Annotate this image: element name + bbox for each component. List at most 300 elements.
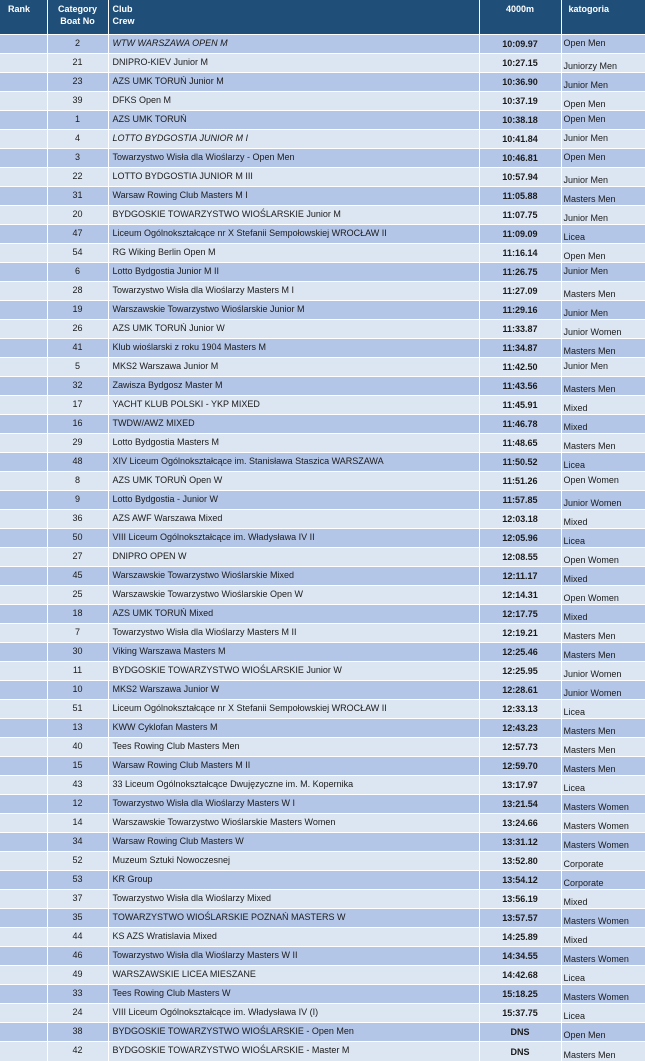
club-cell: Liceum Ogólnokształcące nr X Stefanii Sempołowskiej WROCŁAW II <box>108 700 479 719</box>
rank-cell <box>0 604 47 623</box>
kategoria-cell: Corporate <box>561 871 645 890</box>
boat-number-cell: 4 <box>47 129 108 148</box>
club-cell: Viking Warszawa Masters M <box>108 643 479 662</box>
header-club-line1: Club <box>112 4 133 14</box>
kategoria-cell: Mixed <box>561 414 645 433</box>
table-row <box>0 1004 645 1023</box>
club-cell: VIII Liceum Ogólnokształcące im. Władysława IV (I) <box>108 1004 479 1023</box>
boat-number-cell: 38 <box>47 1023 108 1042</box>
rank-cell <box>0 890 47 909</box>
club-cell: KWW Cyklofan Masters M <box>108 719 479 738</box>
time-cell: 12:33.13 <box>479 700 561 719</box>
time-cell: 15:18.25 <box>479 985 561 1004</box>
time-cell: 12:28.61 <box>479 681 561 700</box>
time-cell: 10:36.90 <box>479 72 561 91</box>
time-cell: 13:17.97 <box>479 776 561 795</box>
club-cell: Towarzystwo Wisła dla Wioślarzy Masters M II <box>108 623 479 642</box>
table-row <box>0 167 645 186</box>
table-header <box>0 0 645 34</box>
kategoria-cell: Masters Men <box>561 643 645 662</box>
kategoria-cell: Masters Men <box>561 433 645 452</box>
rank-cell <box>0 53 47 72</box>
table-row <box>0 91 645 110</box>
club-cell: Zawisza Bydgosz Master M <box>108 376 479 395</box>
kategoria-cell: Mixed <box>561 509 645 528</box>
kategoria-cell: Open Women <box>561 471 645 490</box>
club-cell: MKS2 Warszawa Junior M <box>108 357 479 376</box>
kategoria-cell: Licea <box>561 452 645 471</box>
club-cell: 33 Liceum Ogólnokształcące Dwujęzyczne im. M. Kopernika <box>108 776 479 795</box>
club-cell: Towarzystwo Wisła dla Wioślarzy - Open Men <box>108 148 479 167</box>
table-row <box>0 509 645 528</box>
kategoria-cell: Junior Men <box>561 262 645 281</box>
club-cell: Muzeum Sztuki Nowoczesnej <box>108 852 479 871</box>
rank-cell <box>0 91 47 110</box>
time-cell: 13:21.54 <box>479 795 561 814</box>
time-cell: 11:42.50 <box>479 357 561 376</box>
time-cell: 12:57.73 <box>479 738 561 757</box>
kategoria-cell: Open Men <box>561 243 645 262</box>
boat-number-cell: 47 <box>47 224 108 243</box>
time-cell: 12:25.95 <box>479 662 561 681</box>
time-cell: 13:57.57 <box>479 909 561 928</box>
time-cell: 10:38.18 <box>479 110 561 129</box>
rank-cell <box>0 148 47 167</box>
club-cell: Tees Rowing Club Masters W <box>108 985 479 1004</box>
club-cell: AZS UMK TORUŃ <box>108 110 479 129</box>
boat-number-cell: 45 <box>47 566 108 585</box>
time-cell: 12:14.31 <box>479 585 561 604</box>
time-cell: 11:34.87 <box>479 338 561 357</box>
kategoria-cell: Masters Women <box>561 947 645 966</box>
table-row <box>0 528 645 547</box>
time-cell: 11:51.26 <box>479 471 561 490</box>
rank-cell <box>0 852 47 871</box>
club-cell: AZS UMK TORUŃ Junior M <box>108 72 479 91</box>
rank-cell <box>0 452 47 471</box>
rank-cell <box>0 985 47 1004</box>
kategoria-cell: Open Women <box>561 547 645 566</box>
boat-number-cell: 20 <box>47 205 108 224</box>
rank-cell <box>0 776 47 795</box>
time-cell: 11:29.16 <box>479 300 561 319</box>
kategoria-cell: Junior Men <box>561 167 645 186</box>
kategoria-cell: Junior Men <box>561 357 645 376</box>
rank-cell <box>0 909 47 928</box>
table-row <box>0 490 645 509</box>
club-cell: AZS UMK TORUŃ Mixed <box>108 604 479 623</box>
time-cell: 14:34.55 <box>479 947 561 966</box>
table-row <box>0 757 645 776</box>
rank-cell <box>0 871 47 890</box>
time-cell: 10:46.81 <box>479 148 561 167</box>
time-cell: 10:09.97 <box>479 34 561 53</box>
boat-number-cell: 32 <box>47 376 108 395</box>
boat-number-cell: 14 <box>47 814 108 833</box>
table-row <box>0 604 645 623</box>
table-row <box>0 700 645 719</box>
club-cell: BYDGOSKIE TOWARZYSTWO WIOŚLARSKIE Junior W <box>108 662 479 681</box>
boat-number-cell: 31 <box>47 186 108 205</box>
time-cell: 13:56.19 <box>479 890 561 909</box>
rank-cell <box>0 357 47 376</box>
rank-cell <box>0 338 47 357</box>
time-cell: 13:54.12 <box>479 871 561 890</box>
kategoria-cell: Junior Women <box>561 319 645 338</box>
rank-cell <box>0 433 47 452</box>
rank-cell <box>0 281 47 300</box>
table-row <box>0 681 645 700</box>
table-row <box>0 928 645 947</box>
time-cell: 11:09.09 <box>479 224 561 243</box>
club-cell: BYDGOSKIE TOWARZYSTWO WIOŚLARSKIE Junior M <box>108 205 479 224</box>
club-cell: DNIPRO-KIEV Junior M <box>108 53 479 72</box>
time-cell: 11:27.09 <box>479 281 561 300</box>
club-cell: AZS UMK TORUŃ Open W <box>108 471 479 490</box>
time-cell: 12:43.23 <box>479 719 561 738</box>
boat-number-cell: 16 <box>47 414 108 433</box>
kategoria-cell: Licea <box>561 1004 645 1023</box>
table-row <box>0 357 645 376</box>
table-row <box>0 414 645 433</box>
rank-cell <box>0 566 47 585</box>
boat-number-cell: 30 <box>47 643 108 662</box>
time-cell: 11:07.75 <box>479 205 561 224</box>
table-row <box>0 452 645 471</box>
boat-number-cell: 53 <box>47 871 108 890</box>
kategoria-cell: Junior Women <box>561 490 645 509</box>
kategoria-cell: Licea <box>561 966 645 985</box>
time-cell: 11:50.52 <box>479 452 561 471</box>
kategoria-cell: Masters Women <box>561 814 645 833</box>
club-cell: TWDW/AWZ MIXED <box>108 414 479 433</box>
boat-number-cell: 13 <box>47 719 108 738</box>
rank-cell <box>0 947 47 966</box>
boat-number-cell: 11 <box>47 662 108 681</box>
rank-cell <box>0 928 47 947</box>
club-cell: AZS AWF Warszawa Mixed <box>108 509 479 528</box>
table-row <box>0 186 645 205</box>
kategoria-cell: Mixed <box>561 890 645 909</box>
boat-number-cell: 49 <box>47 966 108 985</box>
time-cell: 11:45.91 <box>479 395 561 414</box>
rank-cell <box>0 110 47 129</box>
time-cell: 11:33.87 <box>479 319 561 338</box>
boat-number-cell: 18 <box>47 604 108 623</box>
rank-cell <box>0 966 47 985</box>
kategoria-cell: Masters Men <box>561 757 645 776</box>
rank-cell <box>0 643 47 662</box>
table-row <box>0 262 645 281</box>
header-row <box>0 0 645 34</box>
boat-number-cell: 51 <box>47 700 108 719</box>
rank-cell <box>0 167 47 186</box>
kategoria-cell: Masters Men <box>561 281 645 300</box>
rank-cell <box>0 719 47 738</box>
rank-cell <box>0 186 47 205</box>
time-cell: 11:26.75 <box>479 262 561 281</box>
time-cell: 10:27.15 <box>479 53 561 72</box>
boat-number-cell: 10 <box>47 681 108 700</box>
rank-cell <box>0 585 47 604</box>
header-time: 4000m <box>479 0 561 34</box>
club-cell: Towarzystwo Wisła dla Wioślarzy Mixed <box>108 890 479 909</box>
table-row <box>0 319 645 338</box>
table-row <box>0 947 645 966</box>
boat-number-cell: 24 <box>47 1004 108 1023</box>
club-cell: Klub wioślarski z roku 1904 Masters M <box>108 338 479 357</box>
club-cell: RG Wiking Berlin Open M <box>108 243 479 262</box>
kategoria-cell: Mixed <box>561 604 645 623</box>
kategoria-cell: Mixed <box>561 566 645 585</box>
table-row <box>0 623 645 642</box>
header-category <box>47 0 108 34</box>
table-row <box>0 662 645 681</box>
time-cell: 13:24.66 <box>479 814 561 833</box>
table-row <box>0 243 645 262</box>
boat-number-cell: 17 <box>47 395 108 414</box>
boat-number-cell: 5 <box>47 357 108 376</box>
kategoria-cell: Open Men <box>561 110 645 129</box>
time-cell: 12:05.96 <box>479 528 561 547</box>
club-cell: Tees Rowing Club Masters Men <box>108 738 479 757</box>
boat-number-cell: 15 <box>47 757 108 776</box>
rank-cell <box>0 662 47 681</box>
time-cell: 10:37.19 <box>479 91 561 110</box>
kategoria-cell: Masters Men <box>561 186 645 205</box>
table-row <box>0 72 645 91</box>
kategoria-cell: Masters Men <box>561 376 645 395</box>
boat-number-cell: 7 <box>47 623 108 642</box>
kategoria-cell: Masters Men <box>561 719 645 738</box>
kategoria-cell: Masters Women <box>561 833 645 852</box>
boat-number-cell: 2 <box>47 34 108 53</box>
kategoria-cell: Licea <box>561 528 645 547</box>
rank-cell <box>0 243 47 262</box>
rank-cell <box>0 72 47 91</box>
boat-number-cell: 39 <box>47 91 108 110</box>
rank-cell <box>0 757 47 776</box>
time-cell: DNS <box>479 1042 561 1061</box>
kategoria-cell: Open Men <box>561 1023 645 1042</box>
boat-number-cell: 34 <box>47 833 108 852</box>
club-cell: LOTTO BYDGOSTIA JUNIOR M III <box>108 167 479 186</box>
kategoria-cell: Junior Men <box>561 205 645 224</box>
rank-cell <box>0 1023 47 1042</box>
time-cell: 12:25.46 <box>479 643 561 662</box>
kategoria-cell: Masters Men <box>561 738 645 757</box>
boat-number-cell: 43 <box>47 776 108 795</box>
table-row <box>0 281 645 300</box>
table-row <box>0 909 645 928</box>
table-row <box>0 566 645 585</box>
kategoria-cell: Open Women <box>561 585 645 604</box>
boat-number-cell: 12 <box>47 795 108 814</box>
table-row <box>0 547 645 566</box>
kategoria-cell: Junior Men <box>561 72 645 91</box>
header-club <box>108 0 479 34</box>
table-row <box>0 110 645 129</box>
club-cell: Lotto Bydgostia Masters M <box>108 433 479 452</box>
rank-cell <box>0 795 47 814</box>
club-cell: AZS UMK TORUŃ Junior W <box>108 319 479 338</box>
kategoria-cell: Masters Women <box>561 795 645 814</box>
club-cell: Warsaw Rowing Club Masters M II <box>108 757 479 776</box>
boat-number-cell: 28 <box>47 281 108 300</box>
rank-cell <box>0 681 47 700</box>
rank-cell <box>0 738 47 757</box>
table-row <box>0 871 645 890</box>
kategoria-cell: Masters Women <box>561 985 645 1004</box>
kategoria-cell: Junior Men <box>561 300 645 319</box>
club-cell: Lotto Bydgostia - Junior W <box>108 490 479 509</box>
time-cell: 11:48.65 <box>479 433 561 452</box>
header-rank: Rank <box>0 0 47 34</box>
time-cell: 11:16.14 <box>479 243 561 262</box>
boat-number-cell: 25 <box>47 585 108 604</box>
boat-number-cell: 42 <box>47 1042 108 1061</box>
rank-cell <box>0 1004 47 1023</box>
kategoria-cell: Licea <box>561 776 645 795</box>
kategoria-cell: Mixed <box>561 395 645 414</box>
table-row <box>0 395 645 414</box>
time-cell: 11:57.85 <box>479 490 561 509</box>
time-cell: 15:37.75 <box>479 1004 561 1023</box>
club-cell: Warsaw Rowing Club Masters W <box>108 833 479 852</box>
club-cell: XIV Liceum Ogólnokształcące im. Stanisława Staszica WARSZAWA <box>108 452 479 471</box>
rank-cell <box>0 129 47 148</box>
time-cell: 11:46.78 <box>479 414 561 433</box>
club-cell: BYDGOSKIE TOWARZYSTWO WIOŚLARSKIE - Master M <box>108 1042 479 1061</box>
header-category-line2: Boat No <box>60 16 95 26</box>
header-category-line1: Category <box>57 4 97 14</box>
table-row <box>0 795 645 814</box>
kategoria-cell: Mixed <box>561 928 645 947</box>
kategoria-cell: Licea <box>561 700 645 719</box>
table-row <box>0 53 645 72</box>
boat-number-cell: 8 <box>47 471 108 490</box>
time-cell: 12:19.21 <box>479 623 561 642</box>
table-row <box>0 985 645 1004</box>
table-body <box>0 34 645 1061</box>
table-row <box>0 643 645 662</box>
rank-cell <box>0 490 47 509</box>
boat-number-cell: 1 <box>47 110 108 129</box>
rank-cell <box>0 814 47 833</box>
header-kategoria: katogoria <box>561 0 645 34</box>
table-row <box>0 585 645 604</box>
club-cell: LOTTO BYDGOSTIA JUNIOR M I <box>108 129 479 148</box>
club-cell: DFKS Open M <box>108 91 479 110</box>
rank-cell <box>0 300 47 319</box>
table-row <box>0 1042 645 1061</box>
table-row <box>0 719 645 738</box>
table-row <box>0 376 645 395</box>
rank-cell <box>0 262 47 281</box>
boat-number-cell: 21 <box>47 53 108 72</box>
club-cell: Warsaw Rowing Club Masters M I <box>108 186 479 205</box>
table-row <box>0 205 645 224</box>
boat-number-cell: 19 <box>47 300 108 319</box>
kategoria-cell: Junior Men <box>561 129 645 148</box>
time-cell: 11:43.56 <box>479 376 561 395</box>
club-cell: Liceum Ogólnokształcące nr X Stefanii Sempołowskiej WROCŁAW II <box>108 224 479 243</box>
rank-cell <box>0 376 47 395</box>
time-cell: 13:52.80 <box>479 852 561 871</box>
time-cell: 12:03.18 <box>479 509 561 528</box>
club-cell: Towarzystwo Wisła dla Wioślarzy Masters W I <box>108 795 479 814</box>
table-row <box>0 224 645 243</box>
club-cell: Towarzystwo Wisła dla Wioślarzy Masters M I <box>108 281 479 300</box>
boat-number-cell: 9 <box>47 490 108 509</box>
time-cell: 10:57.94 <box>479 167 561 186</box>
time-cell: DNS <box>479 1023 561 1042</box>
club-cell: Warszawskie Towarzystwo Wioślarskie Masters Women <box>108 814 479 833</box>
boat-number-cell: 35 <box>47 909 108 928</box>
table-row <box>0 890 645 909</box>
table-row <box>0 738 645 757</box>
boat-number-cell: 27 <box>47 547 108 566</box>
table-row <box>0 129 645 148</box>
club-cell: Warszawskie Towarzystwo Wioślarskie Junior M <box>108 300 479 319</box>
boat-number-cell: 33 <box>47 985 108 1004</box>
time-cell: 11:05.88 <box>479 186 561 205</box>
boat-number-cell: 50 <box>47 528 108 547</box>
club-cell: WTW WARSZAWA OPEN M <box>108 34 479 53</box>
rank-cell <box>0 623 47 642</box>
club-cell: Warszawskie Towarzystwo Wioślarskie Mixed <box>108 566 479 585</box>
rank-cell <box>0 509 47 528</box>
kategoria-cell: Open Men <box>561 34 645 53</box>
header-club-line2: Crew <box>112 16 135 26</box>
boat-number-cell: 22 <box>47 167 108 186</box>
table-row <box>0 852 645 871</box>
club-cell: Warszawskie Towarzystwo Wioślarskie Open W <box>108 585 479 604</box>
boat-number-cell: 48 <box>47 452 108 471</box>
table-row <box>0 833 645 852</box>
kategoria-cell: Masters Women <box>561 909 645 928</box>
time-cell: 12:59.70 <box>479 757 561 776</box>
table-row <box>0 338 645 357</box>
kategoria-cell: Junior Women <box>561 681 645 700</box>
rank-cell <box>0 414 47 433</box>
rank-cell <box>0 395 47 414</box>
time-cell: 12:08.55 <box>479 547 561 566</box>
club-cell: KS AZS Wratislavia Mixed <box>108 928 479 947</box>
kategoria-cell: Junior Women <box>561 662 645 681</box>
table-row <box>0 300 645 319</box>
rank-cell <box>0 319 47 338</box>
club-cell: Lotto Bydgostia Junior M II <box>108 262 479 281</box>
boat-number-cell: 41 <box>47 338 108 357</box>
table-row <box>0 34 645 53</box>
rank-cell <box>0 547 47 566</box>
club-cell: DNIPRO OPEN W <box>108 547 479 566</box>
boat-number-cell: 26 <box>47 319 108 338</box>
boat-number-cell: 6 <box>47 262 108 281</box>
kategoria-cell: Corporate <box>561 852 645 871</box>
rank-cell <box>0 224 47 243</box>
rank-cell <box>0 34 47 53</box>
boat-number-cell: 40 <box>47 738 108 757</box>
rank-cell <box>0 700 47 719</box>
table-row <box>0 471 645 490</box>
boat-number-cell: 37 <box>47 890 108 909</box>
kategoria-cell: Masters Men <box>561 623 645 642</box>
table-row <box>0 148 645 167</box>
rank-cell <box>0 471 47 490</box>
club-cell: KR Group <box>108 871 479 890</box>
